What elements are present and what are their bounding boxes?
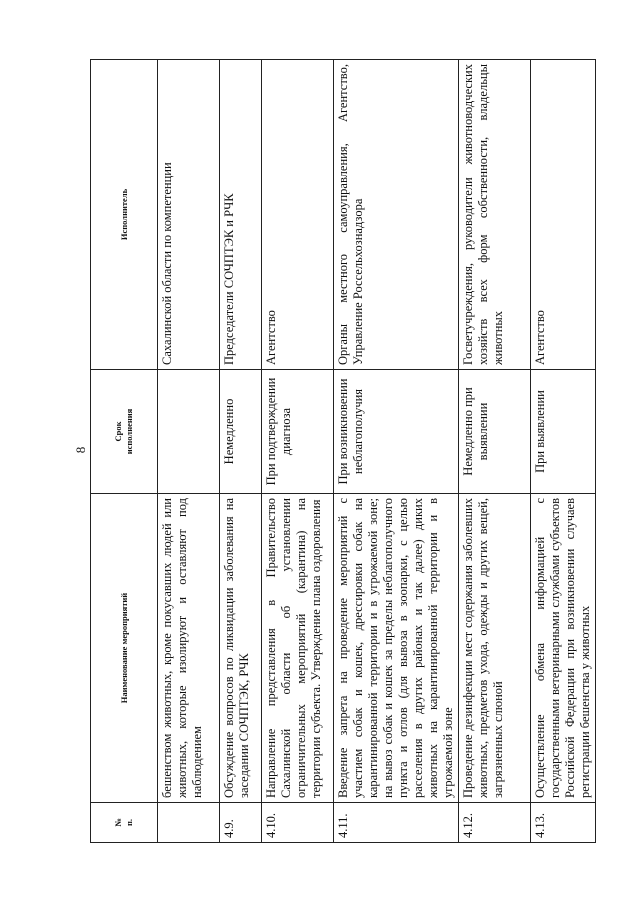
row-action: бешенством животных, кроме покусавших людей или животных, которые изолируют и оставляют под наблюдением bbox=[158, 494, 220, 803]
row-executor: Агентство bbox=[531, 60, 596, 370]
measures-table bbox=[90, 59, 596, 843]
row-action: Обсуждение вопросов по ликвидации заболевания на заседании СОЧПТЭК, РЧК bbox=[220, 494, 262, 803]
row-executor: Органы местного самоуправления, Агентство, Управление Россельхознадзора bbox=[334, 60, 459, 370]
row-term: При возникновении неблагополучия bbox=[334, 370, 459, 494]
table-row bbox=[262, 60, 334, 843]
row-executor: Агентство bbox=[262, 60, 334, 370]
row-num: 4.12. bbox=[459, 803, 531, 843]
header-executor: Исполнитель bbox=[91, 60, 158, 370]
row-term: Немедленно при выявлении bbox=[459, 370, 531, 494]
table-row bbox=[334, 60, 459, 843]
header-term: Срок исполнения bbox=[91, 370, 158, 494]
row-term: При выявлении bbox=[531, 370, 596, 494]
header-num: № п. bbox=[91, 803, 158, 843]
row-num: 4.10. bbox=[262, 803, 334, 843]
row-num: 4.9. bbox=[220, 803, 262, 843]
row-action: Направление представления в Правительство Сахалинской области об установлении ограничительных мероприятий (карантина) на территории субъекта. Утверждение плана оздоровления bbox=[262, 494, 334, 803]
row-num: 4.11. bbox=[334, 803, 459, 843]
table-header-row bbox=[91, 60, 158, 843]
row-executor: Председатели СОЧПТЭК и РЧК bbox=[220, 60, 262, 370]
row-term: Немедленно bbox=[220, 370, 262, 494]
row-executor: Госветучреждения, руководители животноводческих хозяйств всех форм собственности, владельцы животных bbox=[459, 60, 531, 370]
page-number: 8 bbox=[73, 446, 88, 454]
row-action: Осуществление обмена информацией с государственными ветеринарными службами субъектов Российской Федерации при возникновении случаев регистрации бешенства у животных bbox=[531, 494, 596, 803]
row-executor: Сахалинской области по компетенции bbox=[158, 60, 220, 370]
row-action: Введение запрета на проведение мероприятий с участием собак и кошек, дрессировки собак на карантинированной территории и в угрожаемой зоне; на вывоз собак и кошек за пределы неблагополучного пункта и отлов (для вывоза в зоопарки, с целью расселения в других районах и так далее) диких животных на карантинированной территории и в угрожаемой зоне bbox=[334, 494, 459, 803]
row-term: При подтверждении диагноза bbox=[262, 370, 334, 494]
table-row bbox=[531, 60, 596, 843]
table-row bbox=[220, 60, 262, 843]
row-num: 4.13. bbox=[531, 803, 596, 843]
table-row bbox=[158, 60, 220, 843]
table-row bbox=[459, 60, 531, 843]
row-action: Проведение дезинфекции мест содержания заболевших животных, предметов ухода, одежды и других вещей, загрязненных слюной bbox=[459, 494, 531, 803]
header-action: Наименование мероприятий bbox=[91, 494, 158, 803]
row-term bbox=[158, 370, 220, 494]
row-num bbox=[158, 803, 220, 843]
rotated-page bbox=[90, 60, 592, 843]
